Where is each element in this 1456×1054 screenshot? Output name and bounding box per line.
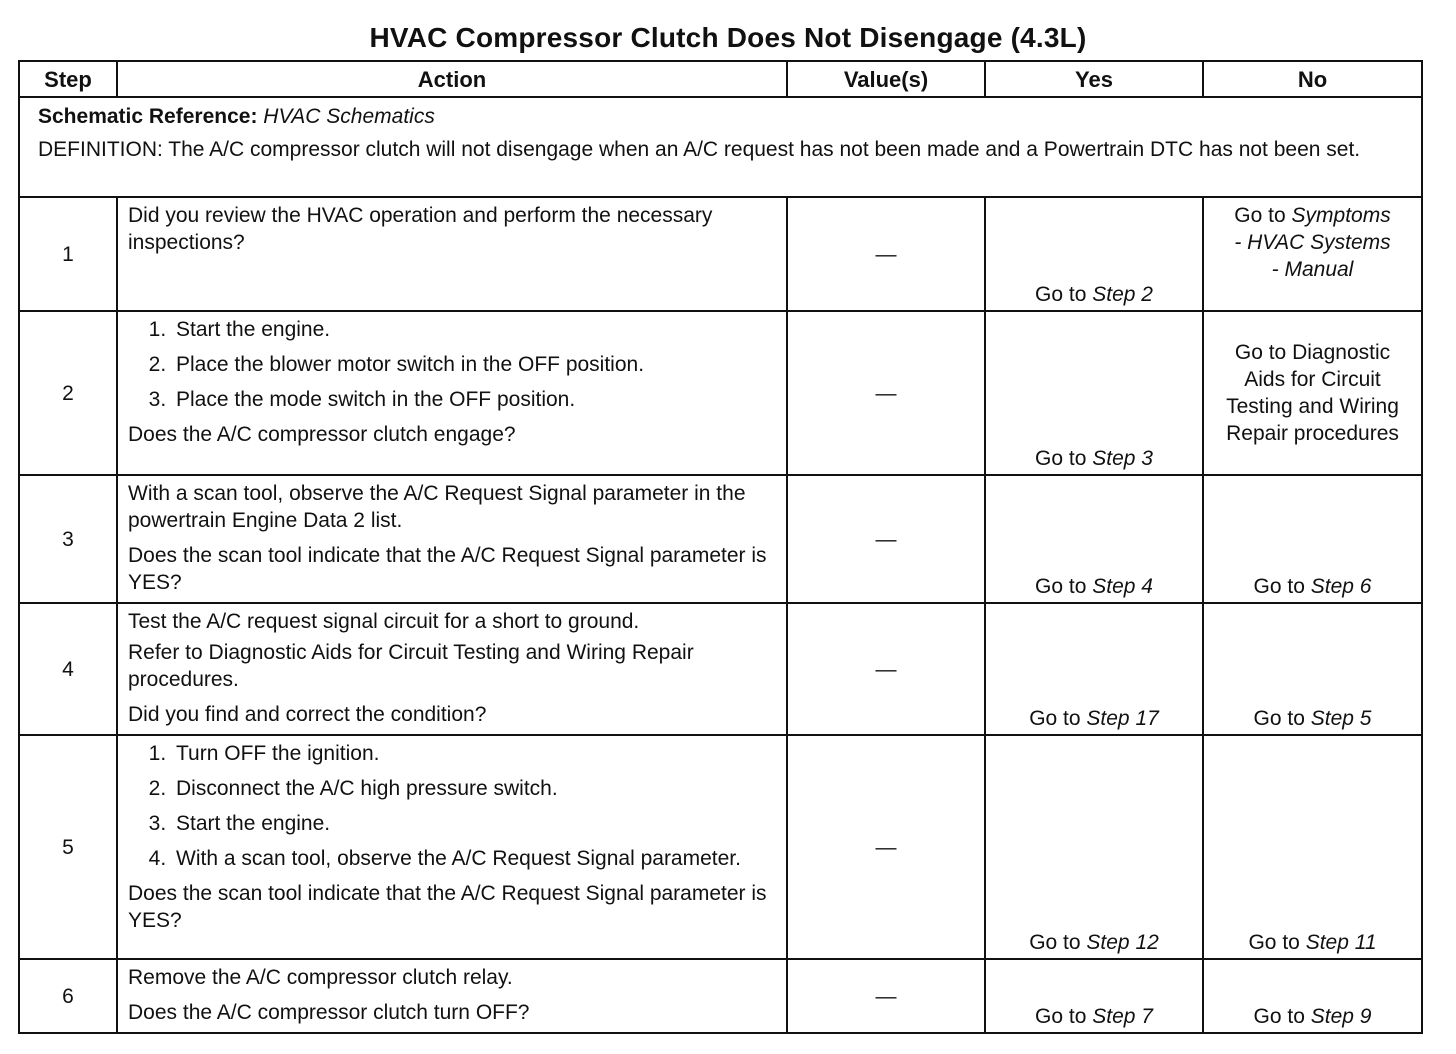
yes-target: Step 4 [1092,575,1153,598]
goto-label: Go to [1035,447,1087,470]
diagnostic-table [18,60,1423,1034]
action-list-item: 2. Place the blower motor switch in the OFF position. [172,351,778,378]
table-row [19,197,1422,311]
action-cell [117,603,787,735]
yes-target: Step 3 [1092,447,1153,470]
table-row [19,603,1422,735]
action-cell [117,311,787,475]
no-target: Step 6 [1310,575,1372,598]
goto-label: Go to [1248,931,1300,954]
action-list [128,316,778,413]
value-cell [787,603,985,735]
action-list-item: 3. Place the mode switch in the OFF position. [172,386,778,413]
action-question: Does the A/C compressor clutch turn OFF? [128,1001,530,1024]
goto-label: Go to [1253,1005,1305,1028]
schematic-reference [38,104,1411,129]
no-cell [1203,475,1422,603]
action-cell [117,475,787,603]
action-question: Does the scan tool indicate that the A/C Request Signal parameter is YES? [128,544,767,594]
goto-label: Go to [1253,707,1305,730]
goto-label: Go to [1029,931,1081,954]
action-list-item: 4. With a scan tool, observe the A/C Request Signal parameter. [172,845,778,872]
yes-target: Step 12 [1086,931,1159,954]
no-line-3: Testing and Wiring [1226,395,1399,418]
yes-target: Step 2 [1092,283,1153,306]
value-dash: — [875,242,897,266]
yes-target: Step 17 [1086,707,1159,730]
no-target: Symptoms [1291,204,1391,227]
no-line-3: - Manual [1271,258,1354,281]
value-cell [787,735,985,959]
action-text: Refer to Diagnostic Aids for Circuit Testing and Wiring Repair procedures. [128,641,694,691]
no-target: Step 5 [1310,707,1372,730]
table-row [19,959,1422,1033]
action-list [128,740,778,872]
no-cell [1203,735,1422,959]
reference-cell [19,97,1422,197]
action-question: Does the A/C compressor clutch engage? [128,423,516,446]
no-cell [1203,959,1422,1033]
header-yes: Yes [985,61,1203,97]
step-number: 1 [19,197,117,311]
action-question: Does the scan tool indicate that the A/C Request Signal parameter is YES? [128,882,767,932]
header-step: Step [19,61,117,97]
header-values: Value(s) [787,61,985,97]
action-text: With a scan tool, observe the A/C Request Signal parameter in the powertrain Engine Data 2 list. [128,482,746,532]
no-cell [1203,311,1422,475]
value-cell [787,197,985,311]
value-cell [787,311,985,475]
action-text: Test the A/C request signal circuit for a short to ground. [128,610,640,633]
no-line-4: Repair procedures [1226,422,1399,445]
no-line-2: - HVAC Systems [1234,231,1391,254]
action-cell [117,959,787,1033]
no-target: Step 9 [1310,1005,1372,1028]
value-cell [787,959,985,1033]
yes-target: Step 7 [1092,1005,1153,1028]
no-line-1: Go to Diagnostic [1234,341,1391,364]
step-number: 3 [19,475,117,603]
yes-cell [985,197,1203,311]
value-dash: — [875,657,897,681]
action-question: Did you find and correct the condition? [128,703,487,726]
action-list-item: 1. Start the engine. [172,316,778,343]
no-line-1: Go to Symptoms [1234,204,1391,227]
action-list-item: 1. Turn OFF the ignition. [172,740,778,767]
no-line-2: Aids for Circuit [1244,368,1381,391]
action-cell [117,197,787,311]
no-cell [1203,197,1422,311]
action-list-item: 2. Disconnect the A/C high pressure switch. [172,775,778,802]
yes-cell [985,311,1203,475]
schematic-reference-label: Schematic Reference: [38,105,258,128]
table-row [19,311,1422,475]
goto-label: Go to [1035,283,1087,306]
yes-cell [985,735,1203,959]
definition-text: DEFINITION: The A/C compressor clutch will not disengage when an A/C request has not been made and a Powertrain DTC has not been set. [38,138,1361,161]
reference-row [19,97,1422,197]
goto-label: Go to [1035,1005,1087,1028]
yes-cell [985,475,1203,603]
action-cell [117,735,787,959]
header-row [19,61,1422,97]
page-title: HVAC Compressor Clutch Does Not Disengage (4.3L) [369,22,1087,53]
yes-cell [985,603,1203,735]
header-action: Action [117,61,787,97]
no-target: Step 11 [1305,931,1377,954]
table-row [19,475,1422,603]
no-cell [1203,603,1422,735]
value-dash: — [875,381,897,405]
step-number: 6 [19,959,117,1033]
value-dash: — [875,984,897,1008]
yes-cell [985,959,1203,1033]
goto-label: Go to [1029,707,1081,730]
value-dash: — [875,835,897,859]
header-no: No [1203,61,1422,97]
step-number: 2 [19,311,117,475]
schematic-reference-link: HVAC Schematics [263,105,435,128]
step-number: 5 [19,735,117,959]
table-row [19,735,1422,959]
action-text: Remove the A/C compressor clutch relay. [128,966,513,989]
goto-label: Go to [1253,575,1305,598]
goto-label: Go to [1035,575,1087,598]
step-number: 4 [19,603,117,735]
value-dash: — [875,527,897,551]
action-list-item: 3. Start the engine. [172,810,778,837]
value-cell [787,475,985,603]
action-question: Did you review the HVAC operation and perform the necessary inspections? [128,204,713,254]
